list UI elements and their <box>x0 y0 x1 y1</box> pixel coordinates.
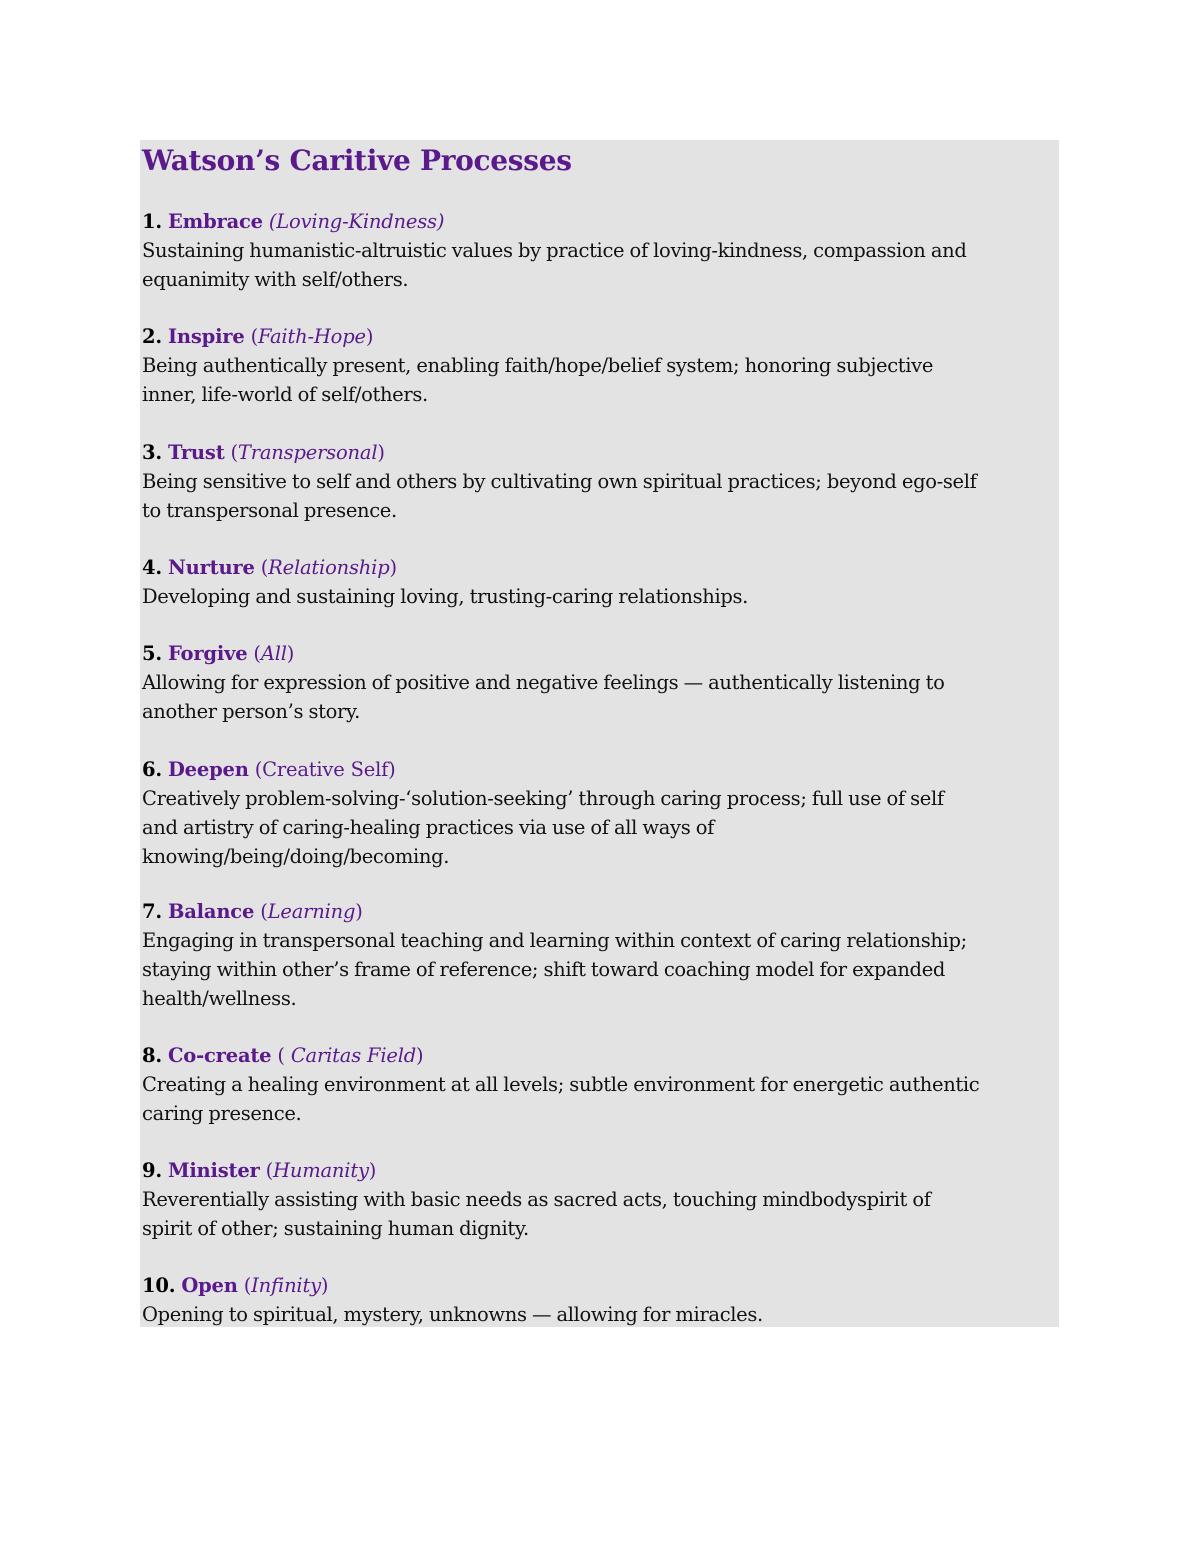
process-name: Forgive <box>167 642 248 665</box>
process-subtitle: Humanity <box>273 1159 369 1182</box>
process-item-embrace <box>142 207 1057 294</box>
process-name: Open <box>181 1274 238 1297</box>
process-name: Balance <box>167 900 255 923</box>
process-heading: 6. Deepen (Creative Self) <box>142 758 396 781</box>
process-item-minister <box>142 1156 1057 1243</box>
process-heading: 10. Open (Infinity) <box>142 1274 329 1297</box>
process-number: 3. <box>142 441 162 464</box>
process-subtitle: Relationship <box>268 556 390 579</box>
process-heading: 3. Trust (Transpersonal) <box>142 441 385 464</box>
process-number: 4. <box>142 556 162 579</box>
process-number: 2. <box>142 325 162 348</box>
process-description: Creatively problem-solving-‘solution-seeking’ through caring process; full use of self and artistry of caring-healing practices via use of all ways of knowing/being/doing/becoming. <box>142 787 944 868</box>
process-number: 7. <box>142 900 162 923</box>
process-number: 10. <box>142 1274 176 1297</box>
process-subtitle: Faith-Hope <box>258 325 366 348</box>
process-heading: 8. Co-create ( Caritas Field) <box>142 1044 424 1067</box>
process-description: Sustaining humanistic-altruistic values by practice of loving-kindness, compassion and equanimity with self/others. <box>142 239 967 291</box>
process-description: Being authentically present, enabling faith/hope/belief system; honoring subjective inner, life-world of self/others. <box>142 354 934 406</box>
page-title: Watson’s Caritive Processes <box>142 144 572 177</box>
process-heading: 5. Forgive (All) <box>142 642 295 665</box>
process-name: Minister <box>167 1159 260 1182</box>
process-item-deepen <box>142 755 1057 871</box>
process-subtitle: Creative Self <box>262 758 389 781</box>
process-subtitle: Learning <box>267 900 356 923</box>
process-heading <box>142 207 1057 236</box>
process-name: Nurture <box>167 556 255 579</box>
process-item-nurture <box>142 553 1057 611</box>
process-number: 8. <box>142 1044 162 1067</box>
process-description: Developing and sustaining loving, trusting-caring relationships. <box>142 585 748 608</box>
process-number: 5. <box>142 642 162 665</box>
process-heading: 4. Nurture (Relationship) <box>142 556 397 579</box>
process-name: Deepen <box>167 758 249 781</box>
process-item-trust <box>142 438 1057 525</box>
process-description: Allowing for expression of positive and negative feelings — authentically listening to another person’s story. <box>142 671 945 723</box>
process-name: Co-create <box>167 1044 272 1067</box>
process-subtitle: Infinity <box>251 1274 321 1297</box>
process-number: 9. <box>142 1159 162 1182</box>
process-item-inspire <box>142 322 1057 409</box>
process-name: Embrace <box>167 210 263 233</box>
process-name: Inspire <box>167 325 245 348</box>
process-item-balance <box>142 897 1057 1013</box>
process-heading: 7. Balance (Learning) <box>142 900 363 923</box>
process-subtitle: Transpersonal <box>237 441 378 464</box>
process-heading: 2. Inspire (Faith-Hope) <box>142 325 374 348</box>
process-item-co-create <box>142 1041 1057 1128</box>
process-name: Trust <box>167 441 225 464</box>
process-item-forgive <box>142 639 1057 726</box>
process-description: Opening to spiritual, mystery, unknowns — allowing for miracles. <box>142 1303 763 1326</box>
process-number: 1. <box>142 210 162 233</box>
process-subtitle: (Loving-Kindness) <box>268 210 445 233</box>
process-description: Creating a healing environment at all levels; subtle environment for energetic authentic caring presence. <box>142 1073 980 1125</box>
process-description: Being sensitive to self and others by cultivating own spiritual practices; beyond ego-self to transpersonal presence. <box>142 470 977 522</box>
process-description: Reverentially assisting with basic needs as sacred acts, touching mindbodyspirit of spirit of other; sustaining human dignity. <box>142 1188 931 1240</box>
process-description: Engaging in transpersonal teaching and learning within context of caring relationship; staying within other’s frame of reference; shift toward coaching model for expanded health/wellness. <box>142 929 967 1010</box>
process-heading: 9. Minister (Humanity) <box>142 1159 377 1182</box>
shaded-content-block <box>140 140 1059 1327</box>
process-item-open <box>142 1271 1057 1329</box>
process-subtitle: All <box>260 642 287 665</box>
process-subtitle: Caritas Field <box>284 1044 417 1067</box>
process-number: 6. <box>142 758 162 781</box>
